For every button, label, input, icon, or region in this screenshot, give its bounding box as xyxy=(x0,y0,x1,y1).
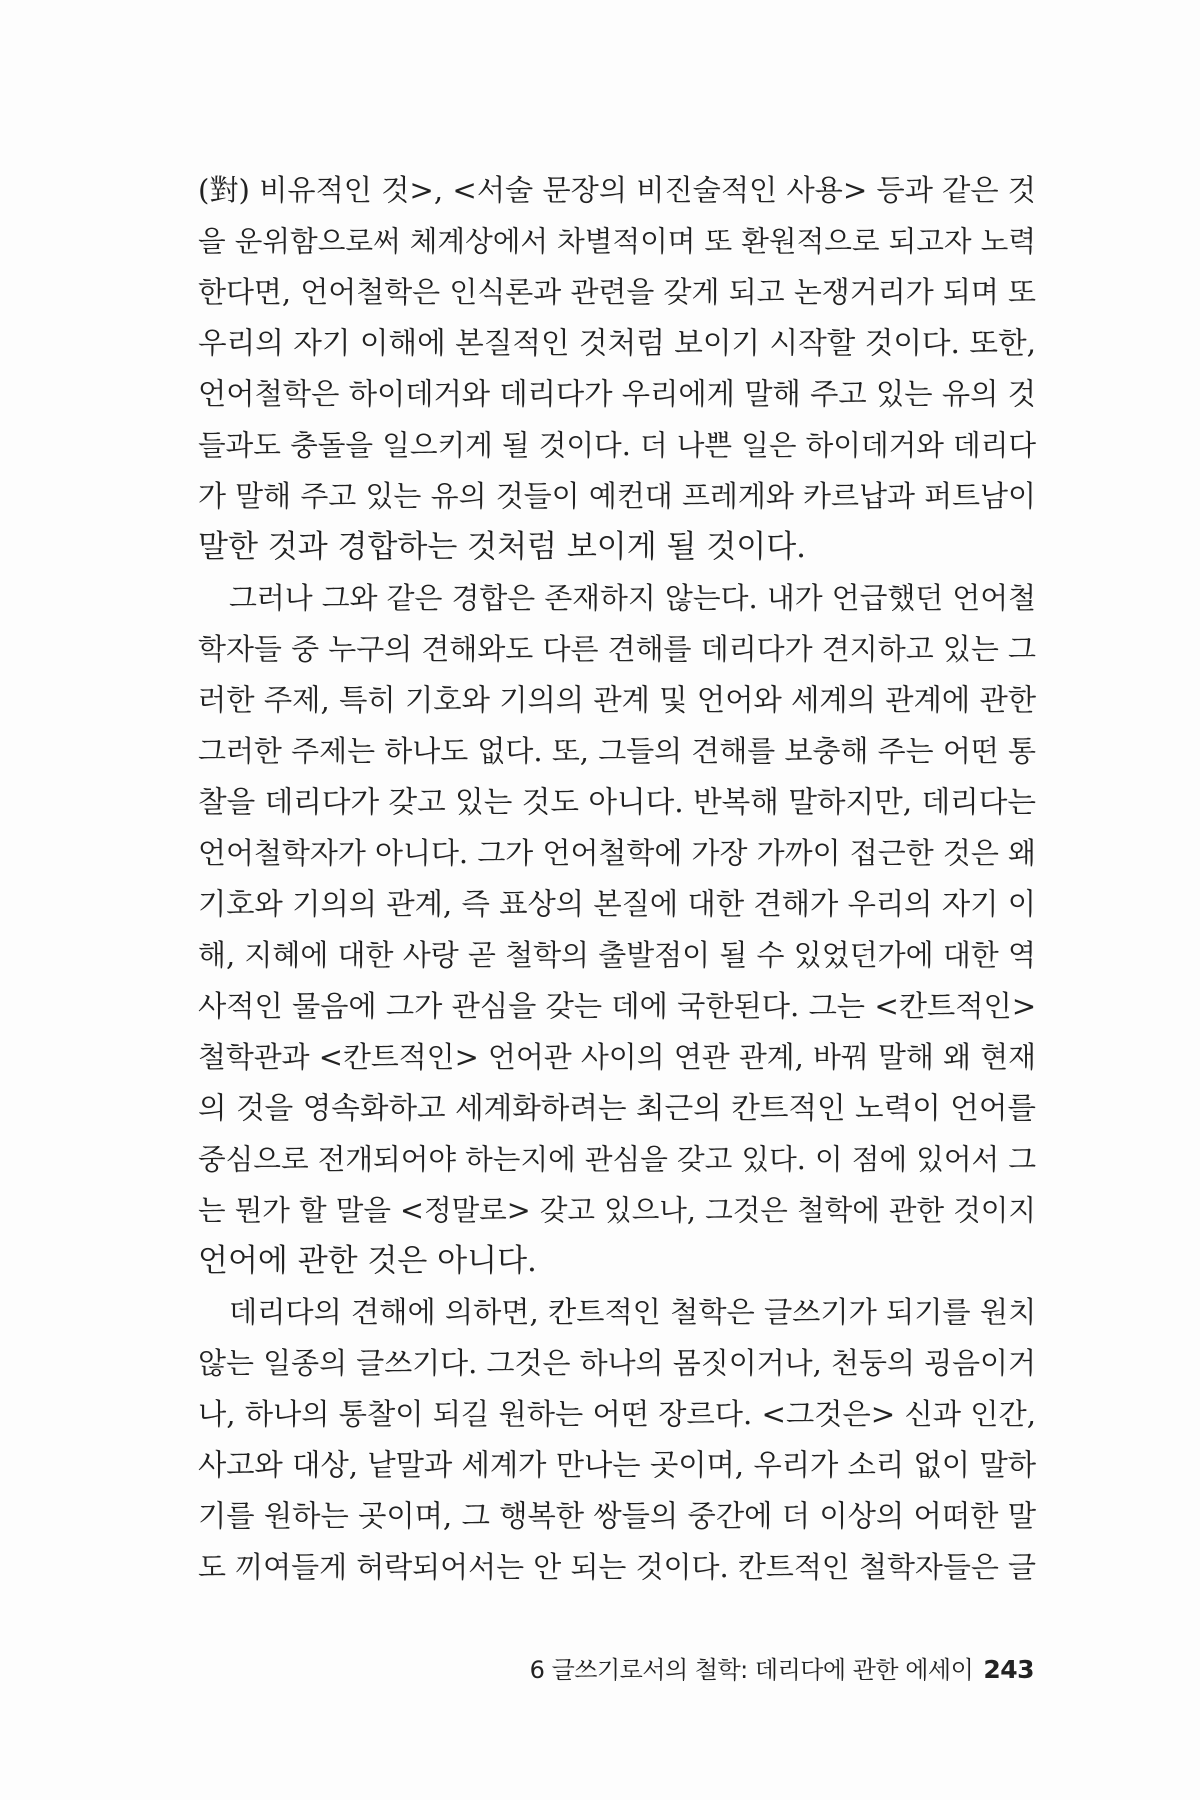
text-line: 않는 일종의 글쓰기다. 그것은 하나의 몸짓이거나, 천둥의 굉음이거 xyxy=(198,1346,1036,1380)
text-line: 나, 하나의 통찰이 되길 원하는 어떤 장르다. <그것은> 신과 인간, xyxy=(198,1397,1036,1431)
text-line: 그러나 그와 같은 경합은 존재하지 않는다. 내가 언급했던 언어철 xyxy=(229,581,1036,615)
text-line: 는 뭔가 할 말을 <정말로> 갖고 있으나, 그것은 철학에 관한 것이지 xyxy=(198,1193,1036,1227)
text-line: 그러한 주제는 하나도 없다. 또, 그들의 견해를 보충해 주는 어떤 통 xyxy=(198,734,1036,768)
text-line: 학자들 중 누구의 견해와도 다른 견해를 데리다가 견지하고 있는 그 xyxy=(198,632,1036,666)
text-line: 말한 것과 경합하는 것처럼 보이게 될 것이다. xyxy=(198,529,807,565)
text-line: 한다면, 언어철학은 인식론과 관련을 갖게 되고 논쟁거리가 되며 또 xyxy=(198,275,1036,309)
paragraph xyxy=(198,165,1036,573)
running-title: 6 글쓰기로서의 철학: 데리다에 관한 에세이 xyxy=(529,1656,974,1684)
text-line: 러한 주제, 특히 기호와 기의의 관계 및 언어와 세계의 관계에 관한 xyxy=(198,683,1036,717)
paragraph xyxy=(198,1287,1036,1593)
text-line: 사적인 물음에 그가 관심을 갖는 데에 국한된다. 그는 <칸트적인> xyxy=(198,989,1037,1023)
text-line: 의 것을 영속화하고 세계화하려는 최근의 칸트적인 노력이 언어를 xyxy=(198,1091,1036,1125)
body-text xyxy=(198,165,1036,1593)
text-line: 중심으로 전개되어야 하는지에 관심을 갖고 있다. 이 점에 있어서 그 xyxy=(198,1142,1036,1176)
text-line: 사고와 대상, 낱말과 세계가 만나는 곳이며, 우리가 소리 없이 말하 xyxy=(198,1448,1036,1482)
text-line: 가 말해 주고 있는 유의 것들이 예컨대 프레게와 카르납과 퍼트남이 xyxy=(198,479,1036,513)
page-number: 243 xyxy=(983,1655,1034,1684)
text-line: 해, 지혜에 대한 사랑 곧 철학의 출발점이 될 수 있었던가에 대한 역 xyxy=(198,938,1036,972)
text-line: 찰을 데리다가 갖고 있는 것도 아니다. 반복해 말하지만, 데리다는 xyxy=(198,785,1036,819)
text-line: 언어철학은 하이데거와 데리다가 우리에게 말해 주고 있는 유의 것 xyxy=(198,377,1036,411)
text-line: 들과도 충돌을 일으키게 될 것이다. 더 나쁜 일은 하이데거와 데리다 xyxy=(198,428,1036,462)
text-line: 데리다의 견해에 의하면, 칸트적인 철학은 글쓰기가 되기를 원치 xyxy=(229,1295,1037,1329)
text-line: (對) 비유적인 것>, <서술 문장의 비진술적인 사용> 등과 같은 것 xyxy=(198,173,1036,207)
text-line: 언어철학자가 아니다. 그가 언어철학에 가장 가까이 접근한 것은 왜 xyxy=(198,836,1036,870)
text-line: 도 끼여들게 허락되어서는 안 되는 것이다. 칸트적인 철학자들은 글 xyxy=(198,1550,1036,1584)
paragraph xyxy=(198,573,1036,1287)
text-line: 언어에 관한 것은 아니다. xyxy=(198,1243,537,1279)
text-line: 철학관과 <칸트적인> 언어관 사이의 연관 관계, 바꿔 말해 왜 현재 xyxy=(198,1040,1036,1074)
text-line: 기호와 기의의 관계, 즉 표상의 본질에 대한 견해가 우리의 자기 이 xyxy=(198,887,1036,921)
text-line: 을 운위함으로써 체계상에서 차별적이며 또 환원적으로 되고자 노력 xyxy=(198,224,1036,258)
running-footer xyxy=(530,1650,1034,1685)
text-line: 우리의 자기 이해에 본질적인 것처럼 보이기 시작할 것이다. 또한, xyxy=(198,326,1036,360)
text-line: 기를 원하는 곳이며, 그 행복한 쌍들의 중간에 더 이상의 어떠한 말 xyxy=(198,1499,1036,1533)
